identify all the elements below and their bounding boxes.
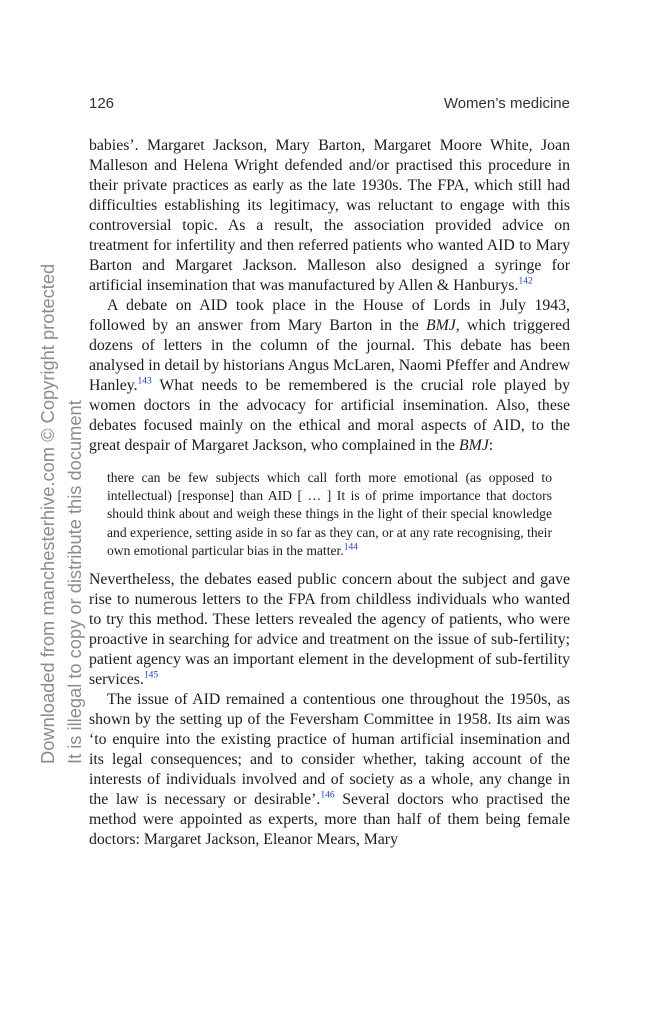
block-quote (107, 469, 552, 560)
journal-title-bmj: BMJ (425, 317, 456, 334)
paragraph-1-text: babies’. Margaret Jackson, Mary Barton, Margaret Moore White, Joan Malleson and Helena Wright defended and/or practised this procedure in their private practices as early as the late 1930s. The FPA, which still had difficulties establishing its legitimacy, was reluctant to engage with this controversial topic. As a result, the association provided advice on treatment for infertility and then referred patients who wanted AID to Mary Barton and Margaret Jackson. Malleson also designed a syringe for artificial insemination that was manufactured by Allen & Hanburys. (89, 137, 570, 294)
paragraph-2-text-1: A debate on AID took place in the House of Lords in July 1943, followed by an answer from Mary Barton in the (89, 297, 570, 334)
paragraph-3 (89, 570, 570, 690)
footnote-146[interactable]: 146 (320, 790, 335, 801)
block-quote-text: there can be few subjects which call forth more emotional (as opposed to intellectual) [response] than AID [ … ] It is of prime importance that doctors should think about and weigh these things in the light of their special knowledge and experience, setting aside in so far as they can, or at any rate recognising, their own emotional particular bias in the matter. (107, 470, 552, 558)
paragraph-2-text-2: , which triggered dozens of letters in the column of the journal. This debate has been analysed in detail by historians Angus McLaren, Naomi Pfeffer and Andrew Hanley. (89, 317, 570, 394)
page-number: 126 (89, 95, 115, 112)
footnote-142[interactable]: 142 (518, 276, 533, 287)
paragraph-2-text-3: What needs to be remembered is the crucial role played by women doctors in the advocacy for artificial insemination. Also, these debates focused mainly on the ethical and moral aspects of AID, to the great despair of Margaret Jackson, who complained in the (89, 377, 570, 454)
paragraph-4-text-2: Several doctors who practised the method were appointed as experts, more than half of them being female doctors: Margaret Jackson, Eleanor Mears, Mary (89, 791, 570, 849)
footnote-145[interactable]: 145 (143, 670, 159, 681)
copyright-watermark (34, 244, 88, 764)
paragraph-4-text-1: The issue of AID remained a contentious one throughout the 1950s, as shown by the setting up of the Feversham Committee in 1958. Its aim was ‘to enquire into the existing practice of human artificial insemination and its legal consequences; and to consider whether, taking account of the interests of individuals involved and of society as a whole, any change in the law is necessary or desirable’. (89, 691, 570, 809)
watermark-line-2: It is illegal to copy or distribute this document (64, 400, 85, 764)
paragraph-4 (89, 690, 570, 850)
journal-title-bmj-2: BMJ (458, 437, 489, 454)
paragraph-3-text: Nevertheless, the debates eased public concern about the subject and gave rise to numerous letters to the FPA from childless individuals who wanted to try this method. These letters revealed the agency of patients, who were proactive in searching for advice and treatment on the issue of sub-fertility; patient agency was an important element in the development of sub-fertility services. (89, 571, 570, 689)
running-head: Women’s medicine (443, 95, 570, 112)
watermark-line-1: Downloaded from manchesterhive.com © Copyright protected (37, 263, 58, 764)
paragraph-2 (89, 296, 570, 456)
paragraph-1 (89, 136, 570, 296)
footnote-143[interactable]: 143 (137, 376, 152, 387)
body-text (89, 136, 570, 850)
paragraph-2-text-4: : (488, 437, 494, 454)
footnote-144[interactable]: 144 (343, 542, 358, 553)
